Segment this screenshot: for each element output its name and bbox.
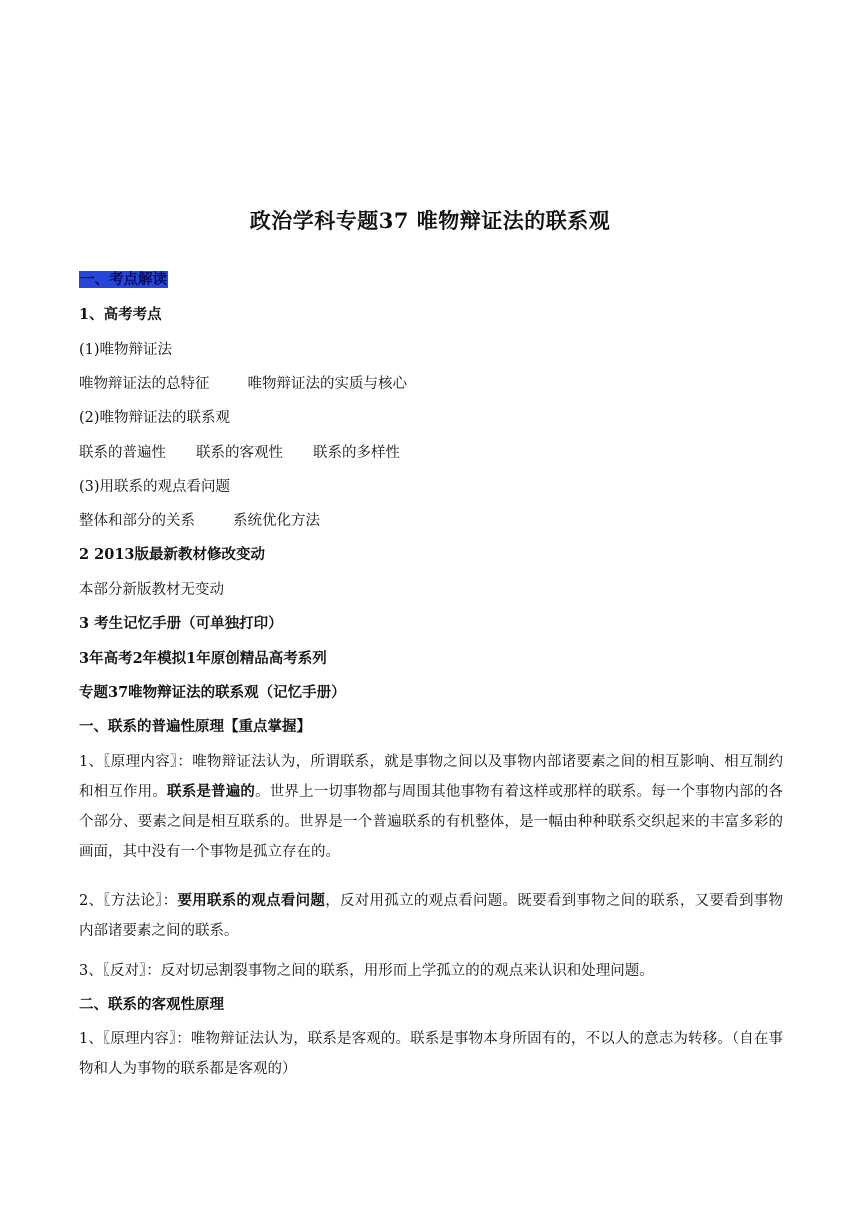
highlighted-heading: 一、考点解读 — [80, 271, 167, 288]
heading-objectivity: 二、联系的客观性原理 — [79, 996, 224, 1013]
paragraph-principle-2: 1、〖原理内容〗：唯物辩证法认为，联系是客观的。联系是事物本身所固有的，不以人的意志为转移。（自在事物和人为事物的联系都是客观的） — [79, 1031, 783, 1077]
point: 系统优化方法 — [233, 513, 320, 529]
series-line: 3年高考2年模拟1年原创精品高考系列 — [79, 650, 327, 667]
point: 联系的普遍性 — [79, 445, 166, 461]
document-title: 政治学科专题37 唯物辩证法的联系观 — [249, 208, 611, 233]
point: 联系的多样性 — [313, 445, 400, 461]
subheading-gaokao: 1、高考考点 — [79, 306, 162, 323]
paragraph-oppose-1: 3、〖反对〗：反对切忌割裂事物之间的联系，用形而上学孤立的的观点来认识和处理问题。 — [79, 963, 654, 979]
point: 联系的客观性 — [196, 445, 283, 461]
bold-phrase: 要用联系的观点看问题 — [177, 892, 326, 909]
point: 唯物辩证法的实质与核心 — [247, 376, 407, 392]
bold-phrase: 联系是普遍的 — [167, 783, 256, 800]
paragraph-principle-1: 1、〖原理内容〗：唯物辩证法认为，所谓联系，就是事物之间以及事物内部诸要素之间的相互影响、相互制约和相互作用。联系是普遍的。世界上一切事物都与周围其他事物有着这样或那样的联系。每一个事物内部的各个部分、要素之间是相互联系的。世界是一个普遍联系的有机整体，是一幅由种种联系交织起来的丰富多彩的画面，其中没有一个事物是孤立存在的。 — [79, 754, 784, 860]
section-heading-kaodian — [79, 270, 168, 290]
item-1: (1)唯物辩证法 — [79, 342, 173, 358]
subheading-handbook: 3 考生记忆手册（可单独打印） — [79, 615, 283, 632]
item-2: (2)唯物辩证法的联系观 — [79, 410, 231, 426]
revision-text: 本部分新版教材无变动 — [79, 582, 224, 598]
heading-universality: 一、联系的普遍性原理【重点掌握】 — [79, 718, 311, 735]
point: 唯物辩证法的总特征 — [79, 376, 210, 392]
topic-line: 专题37唯物辩证法的联系观（记忆手册） — [79, 684, 346, 701]
paragraph-methodology-1: 2、〖方法论〗：要用联系的观点看问题，反对用孤立的观点看问题。既要看到事物之间的联系，又要看到事物内部诸要素之间的联系。 — [79, 892, 783, 939]
item-2-points — [79, 443, 400, 463]
item-1-points — [79, 374, 407, 394]
point: 整体和部分的关系 — [79, 513, 195, 529]
item-3-points — [79, 511, 320, 531]
item-3: (3)用联系的观点看问题 — [79, 479, 231, 495]
subheading-revision: 2 2013版最新教材修改变动 — [79, 546, 265, 563]
